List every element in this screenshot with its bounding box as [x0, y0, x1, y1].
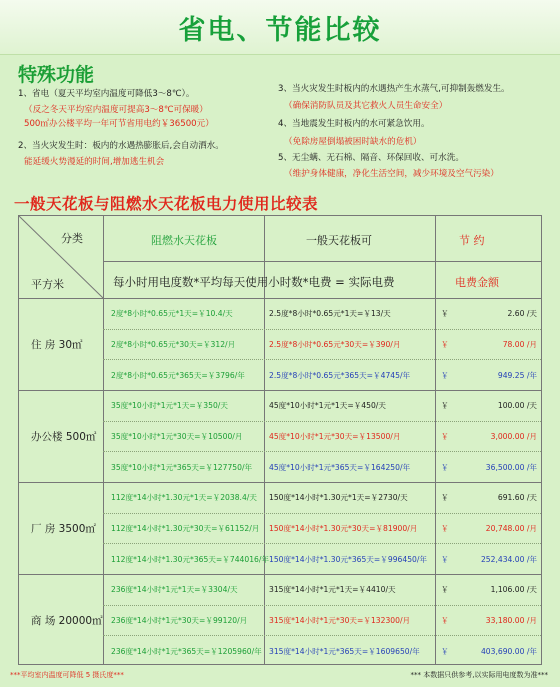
savings-amount: 3,000.00 /月: [490, 432, 537, 441]
group-label: 商 场 20000㎡: [31, 615, 103, 627]
features_left-item: （反之冬天平均室内温度可提高3～8℃可保暖）: [24, 105, 208, 115]
header-fireproof-ceiling: 阻燃水天花板: [151, 234, 217, 247]
normal-cost-cell: 315度*14小时*1元*30天=￥132300/月: [269, 616, 411, 625]
currency-symbol: ￥: [441, 585, 449, 595]
savings-amount: 33,180.00 /月: [485, 616, 537, 625]
savings-cell: [441, 462, 537, 472]
savings-amount: 2.60 /天: [507, 309, 537, 319]
currency-symbol: ￥: [441, 309, 449, 319]
savings-amount: 100.00 /天: [497, 401, 537, 411]
currency-symbol: ￥: [441, 493, 449, 503]
savings-amount: 78.00 /月: [502, 340, 537, 349]
savings-amount: 691.60 /天: [497, 493, 537, 503]
header-divider: [103, 261, 541, 262]
group-divider: [19, 390, 541, 391]
savings-cell: [441, 584, 537, 594]
row-divider: [103, 451, 541, 452]
header-category: 分类: [61, 232, 83, 245]
fireproof-cost-cell: 35度*10小时*1元*1天=￥350/天: [111, 401, 228, 411]
page-title: 省电、节能比较: [178, 15, 382, 46]
savings-cell: [441, 615, 537, 625]
footnote-right: *** 本数据只供参考,以实际用电度数为准***: [410, 671, 548, 679]
table-title: 一般天花板与阻燃水天花板电力使用比较表: [14, 195, 319, 213]
savings-cell: [441, 431, 537, 441]
currency-symbol: ￥: [441, 340, 449, 349]
header-normal-ceiling: 一般天花板可: [306, 234, 372, 247]
normal-cost-cell: 315度*14小时*1元*1天=￥4410/天: [269, 585, 396, 595]
comparison-table: [18, 215, 542, 665]
row-divider: [103, 513, 541, 514]
savings-amount: 1,106.00 /天: [490, 585, 537, 595]
savings-cell: [441, 523, 537, 533]
fireproof-cost-cell: 2度*8小时*0.65元*365天=￥3796/年: [111, 370, 245, 380]
savings-cell: [441, 339, 537, 349]
features-heading: 特殊功能: [18, 64, 95, 86]
fireproof-cost-cell: 35度*10小时*1元*30天=￥10500/月: [111, 432, 243, 441]
row-divider: [103, 421, 541, 422]
header-area: 平方米: [31, 278, 64, 291]
header-formula: 每小时用电度数*平均每天使用小时数*电费 = 实际电费: [113, 275, 395, 289]
row-divider: [103, 605, 541, 606]
fireproof-cost-cell: 35度*10小时*1元*365天=￥127750/年: [111, 462, 253, 472]
features_left-item: 500㎡办公楼平均一年可节省用电约￥36500元）: [24, 119, 214, 129]
fireproof-cost-cell: 2度*8小时*0.65元*1天=￥10.4/天: [111, 309, 233, 319]
normal-cost-cell: 45度*10小时*1元*1天=￥450/天: [269, 401, 386, 411]
savings-cell: [441, 492, 537, 502]
header-savings: 节 约: [459, 234, 485, 247]
currency-symbol: ￥: [441, 524, 449, 533]
features_left-item: 2、当火灾发生时：板内的水遇热膨胀后,会自动洒水。: [18, 141, 224, 151]
currency-symbol: ￥: [441, 616, 449, 625]
group-label: 住 房 30㎡: [31, 339, 83, 351]
col-divider: [103, 216, 104, 664]
features_left-item: 能延缓火势漫延的时间,增加逃生机会: [24, 157, 165, 167]
features_right-item: 3、当火灾发生时板内的水遇热产生水蒸气,可抑制轰燃发生。: [278, 84, 510, 94]
footnote-left: ***平均室内温度可降低 5 摄氏度***: [10, 671, 124, 679]
header-amount: 电费金额: [455, 276, 499, 289]
fireproof-cost-cell: 112度*14小时*1.30元*1天=￥2038.4/天: [111, 493, 257, 503]
normal-cost-cell: 150度*14小时*1.30元*30天=￥81900/月: [269, 524, 418, 533]
normal-cost-cell: 2.5度*8小时*0.65元*30天=￥390/月: [269, 340, 401, 349]
fireproof-cost-cell: 112度*14小时*1.30元*365天=￥744016/年: [111, 554, 270, 564]
fireproof-cost-cell: 236度*14小时*1元*30天=￥99120/月: [111, 616, 248, 625]
row-divider: [103, 635, 541, 636]
group-divider: [19, 482, 541, 483]
features_right-item: （免除房屋倒塌被困时缺水的危机）: [284, 137, 422, 147]
features_left-item: 1、省电（夏天平均室内温度可降低3～8℃）。: [18, 89, 195, 99]
normal-cost-cell: 2.5度*8小时*0.65元*365天=￥4745/年: [269, 370, 411, 380]
features_right-item: （维护身体健康，净化生活空间，减少环境及空气污染）: [284, 169, 499, 179]
fireproof-cost-cell: 112度*14小时*1.30元*30天=￥61152/月: [111, 524, 260, 533]
currency-symbol: ￥: [441, 432, 449, 441]
row-divider: [103, 543, 541, 544]
normal-cost-cell: 315度*14小时*1元*365天=￥1609650/年: [269, 646, 420, 656]
savings-cell: [441, 646, 537, 656]
features_right-item: 4、当地震发生时板内的水可紧急饮用。: [278, 119, 430, 129]
normal-cost-cell: 150度*14小时*1.30元*365天=￥996450/年: [269, 554, 428, 564]
savings-amount: 252,434.00 /年: [480, 554, 537, 564]
row-divider: [103, 359, 541, 360]
savings-cell: [441, 370, 537, 380]
savings-amount: 36,500.00 /年: [485, 462, 537, 472]
group-divider: [19, 574, 541, 575]
features_right-item: 5、无尘螨、无石棉、隔音、环保回收、可水洗。: [278, 153, 464, 163]
fireproof-cost-cell: 2度*8小时*0.65元*30天=￥312/月: [111, 340, 236, 349]
normal-cost-cell: 150度*14小时*1.30元*1天=￥2730/天: [269, 493, 408, 503]
savings-cell: [441, 400, 537, 410]
savings-cell: [441, 308, 537, 318]
group-label: 办公楼 500㎡: [31, 431, 97, 443]
row-divider: [103, 329, 541, 330]
currency-symbol: ￥: [441, 370, 449, 380]
savings-amount: 949.25 /年: [497, 370, 537, 380]
fireproof-cost-cell: 236度*14小时*1元*1天=￥3304/天: [111, 585, 238, 595]
col-divider: [435, 216, 436, 664]
normal-cost-cell: 2.5度*8小时*0.65元*1天=￥13/天: [269, 309, 391, 319]
currency-symbol: ￥: [441, 401, 449, 411]
currency-symbol: ￥: [441, 646, 449, 656]
header-bottom: [19, 298, 541, 299]
normal-cost-cell: 45度*10小时*1元*365天=￥164250/年: [269, 462, 411, 472]
group-label: 厂 房 3500㎡: [31, 523, 96, 535]
features_right-item: （确保消防队员及其它救火人员生命安全）: [284, 101, 448, 111]
savings-amount: 20,748.00 /月: [485, 524, 537, 533]
savings-cell: [441, 554, 537, 564]
currency-symbol: ￥: [441, 462, 449, 472]
currency-symbol: ￥: [441, 554, 449, 564]
fireproof-cost-cell: 236度*14小时*1元*365天=￥1205960/年: [111, 646, 262, 656]
normal-cost-cell: 45度*10小时*1元*30天=￥13500/月: [269, 432, 401, 441]
savings-amount: 403,690.00 /年: [480, 646, 537, 656]
